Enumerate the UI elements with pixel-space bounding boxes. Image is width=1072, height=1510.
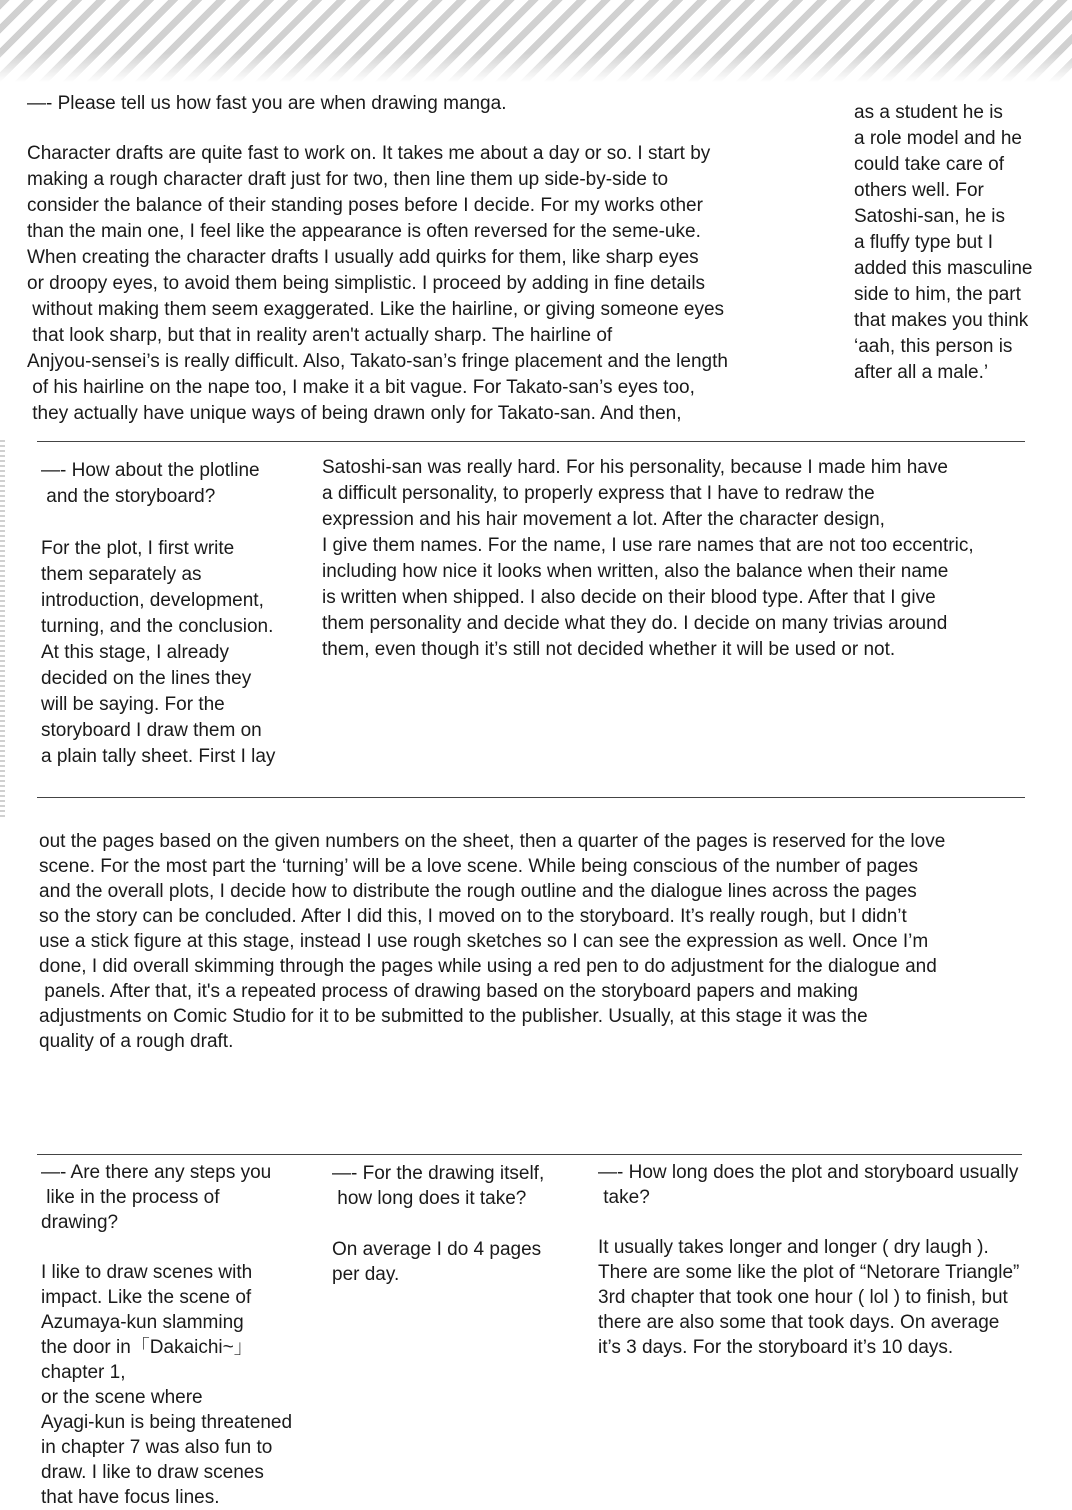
text-line: making a rough character draft just for two, then line them up side-by-side to xyxy=(27,169,669,190)
answer-storyboard-duration xyxy=(598,1235,1019,1360)
text-line: Anjyou-sensei’s is really difficult. Also, Takato-san’s fringe placement and the length xyxy=(27,351,728,372)
text-line: I give them names. For the name, I use rare names that are not too eccentric, xyxy=(322,535,974,556)
text-line: how long does it take? xyxy=(332,1188,527,1209)
text-line: done, I did overall skimming through the pages while using a red pen to do adjustment for the dialogue and xyxy=(39,956,937,977)
text-line: scene. For the most part the ‘turning’ will be a love scene. While being conscious of the number of pages xyxy=(39,856,919,877)
divider-line xyxy=(37,441,1025,442)
text-line: that have focus lines. xyxy=(41,1487,220,1508)
text-line: take? xyxy=(598,1187,650,1208)
divider-line xyxy=(37,797,1025,798)
text-line: added this masculine xyxy=(854,258,1033,279)
text-line: panels. After that, it's a repeated process of drawing based on the storyboard papers and making xyxy=(39,981,859,1002)
text-line: per day. xyxy=(332,1264,400,1285)
text-line: —- How long does the plot and storyboard usually xyxy=(598,1162,1019,1183)
decorative-hatch-band xyxy=(0,0,1072,82)
text-line: out the pages based on the given numbers on the sheet, then a quarter of the pages is reserved for the love xyxy=(39,831,946,852)
text-line: Azumaya-kun slamming xyxy=(41,1312,244,1333)
text-line: Satoshi-san, he is xyxy=(854,206,1006,227)
question-storyboard-duration xyxy=(598,1160,1018,1210)
text-line: —- How about the plotline xyxy=(41,460,260,481)
text-line: that makes you think xyxy=(854,310,1029,331)
question-favorite-steps xyxy=(41,1160,271,1235)
answer-favorite-steps xyxy=(41,1260,292,1510)
text-line: them personality and decide what they do. I decide on many trivias around xyxy=(322,613,948,634)
text-line: drawing? xyxy=(41,1212,119,1233)
text-line: in chapter 7 was also fun to xyxy=(41,1437,273,1458)
text-line: the door in「Dakaichi~」 xyxy=(41,1337,253,1358)
question-drawing-speed: —- Please tell us how fast you are when drawing manga. xyxy=(27,93,507,114)
question-plotline xyxy=(41,458,260,510)
text-line: could take care of xyxy=(854,154,1004,175)
text-line: quality of a rough draft. xyxy=(39,1031,234,1052)
text-line: is written when shipped. I also decide on their blood type. After that I give xyxy=(322,587,936,608)
text-line: —- For the drawing itself, xyxy=(332,1163,545,1184)
text-line: On average I do 4 pages xyxy=(332,1239,542,1260)
text-line: as a student he is xyxy=(854,102,1003,123)
text-line: introduction, development, xyxy=(41,590,264,611)
text-line: them, even though it’s still not decided whether it will be used or not. xyxy=(322,639,896,660)
divider-line xyxy=(37,1154,1022,1155)
answer-drawing-speed xyxy=(27,141,728,427)
text-line: it’s 3 days. For the storyboard it’s 10 days. xyxy=(598,1337,954,1358)
text-line: For the plot, I first write xyxy=(41,538,235,559)
text-line: impact. Like the scene of xyxy=(41,1287,252,1308)
text-line: a difficult personality, to properly express that I have to redraw the xyxy=(322,483,875,504)
text-line: 3rd chapter that took one hour ( lol ) to finish, but xyxy=(598,1287,1008,1308)
text-line: consider the balance of their standing poses before I decide. For my works other xyxy=(27,195,703,216)
text-line: chapter 1, xyxy=(41,1362,126,1383)
text-line: them separately as xyxy=(41,564,202,585)
text-line: a fluffy type but I xyxy=(854,232,994,253)
text-line: storyboard I draw them on xyxy=(41,720,262,741)
answer-plotline-right xyxy=(322,455,974,663)
text-line: than the main one, I feel like the appearance is often reversed for the seme-uke. xyxy=(27,221,701,242)
text-line: including how nice it looks when written, also the balance when their name xyxy=(322,561,949,582)
text-line: that look sharp, but that in reality aren't actually sharp. The hairline of xyxy=(27,325,613,346)
text-line: There are some like the plot of “Netorare Triangle” xyxy=(598,1262,1020,1283)
text-line: like in the process of xyxy=(41,1187,220,1208)
text-line: side to him, the part xyxy=(854,284,1021,305)
text-line: I like to draw scenes with xyxy=(41,1262,253,1283)
answer-plotline-continued xyxy=(39,829,945,1054)
text-line: turning, and the conclusion. xyxy=(41,616,274,637)
question-drawing-duration xyxy=(332,1161,544,1211)
answer-drawing-duration xyxy=(332,1237,541,1287)
text-line: a plain tally sheet. First I lay xyxy=(41,746,276,767)
text-line: they actually have unique ways of being drawn only for Takato-san. And then, xyxy=(27,403,682,424)
text-line: after all a male.’ xyxy=(854,362,989,383)
page-edge-texture xyxy=(0,440,5,820)
text-line: or the scene where xyxy=(41,1387,203,1408)
side-column-text xyxy=(854,100,1033,386)
text-line: When creating the character drafts I usually add quirks for them, like sharp eyes xyxy=(27,247,699,268)
text-line: there are also some that took days. On average xyxy=(598,1312,1000,1333)
text-line: adjustments on Comic Studio for it to be submitted to the publisher. Usually, at this stage it was the xyxy=(39,1006,868,1027)
text-line: ‘aah, this person is xyxy=(854,336,1013,357)
text-line: and the storyboard? xyxy=(41,486,216,507)
text-line: Satoshi-san was really hard. For his personality, because I made him have xyxy=(322,457,948,478)
text-line: of his hairline on the nape too, I make it a bit vague. For Takato-san’s eyes too, xyxy=(27,377,695,398)
text-line: so the story can be concluded. After I did this, I moved on to the storyboard. It’s really rough, but I didn’t xyxy=(39,906,907,927)
text-line: —- Are there any steps you xyxy=(41,1162,272,1183)
text-line: use a stick figure at this stage, instead I use rough sketches so I can see the expression as well. Once I’m xyxy=(39,931,929,952)
text-line: and the overall plots, I decide how to distribute the rough outline and the dialogue lines across the pages xyxy=(39,881,917,902)
text-line: decided on the lines they xyxy=(41,668,252,689)
answer-plotline-left xyxy=(41,536,275,770)
text-line: At this stage, I already xyxy=(41,642,229,663)
text-line: without making them seem exaggerated. Like the hairline, or giving someone eyes xyxy=(27,299,725,320)
text-line: others well. For xyxy=(854,180,984,201)
text-line: Ayagi-kun is being threatened xyxy=(41,1412,293,1433)
text-line: or droopy eyes, to avoid them being simplistic. I proceed by adding in fine details xyxy=(27,273,706,294)
text-line: Character drafts are quite fast to work on. It takes me about a day or so. I start by xyxy=(27,143,711,164)
text-line: It usually takes longer and longer ( dry laugh ). xyxy=(598,1237,989,1258)
text-line: will be saying. For the xyxy=(41,694,225,715)
text-line: a role model and he xyxy=(854,128,1022,149)
text-line: draw. I like to draw scenes xyxy=(41,1462,264,1483)
text-line: expression and his hair movement a lot. After the character design, xyxy=(322,509,885,530)
